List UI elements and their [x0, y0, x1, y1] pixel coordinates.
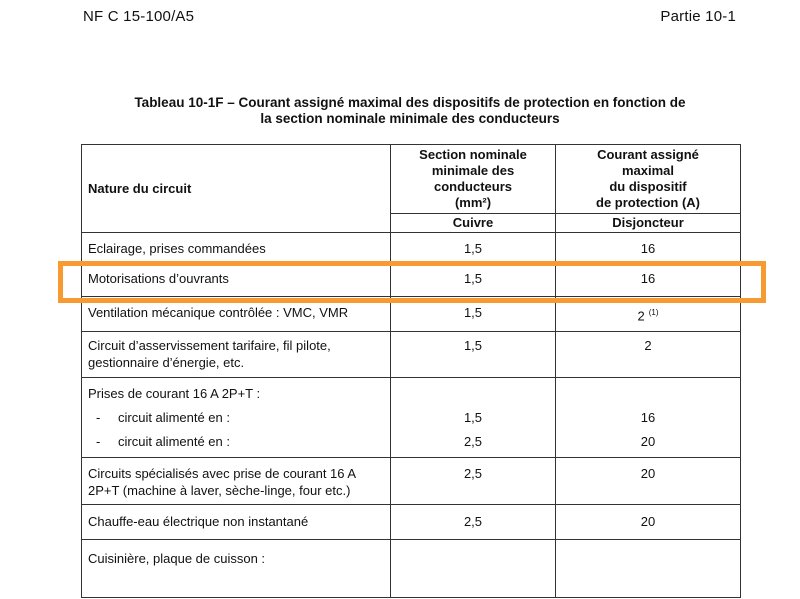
- header-current-line: Courant assigné: [597, 147, 699, 162]
- row-current-value: 2: [637, 308, 645, 324]
- sub-item-label: circuit alimenté en :: [118, 410, 230, 426]
- row-section: 1,5: [391, 297, 556, 332]
- row-current: 16: [556, 233, 741, 264]
- row-current: [556, 297, 741, 332]
- row-nature: Circuits spécialisés avec prise de courant 16 A 2P+T (machine à laver, sèche-linge, four etc.): [82, 458, 391, 505]
- sub-current: 20: [640, 434, 656, 450]
- table-row: [82, 505, 741, 540]
- header-nature: Nature du circuit: [82, 145, 391, 233]
- table-row: [82, 233, 741, 264]
- standard-reference: NF C 15-100/A5: [83, 8, 195, 25]
- header-current-line: du dispositif: [609, 179, 687, 194]
- sub-section: 1,5: [463, 410, 483, 426]
- dash-marker: -: [96, 410, 101, 426]
- row-nature: Circuit d’asservissement tarifaire, fil pilote, gestionnaire d’énergie, etc.: [82, 332, 391, 378]
- row-section: 2,5: [391, 505, 556, 540]
- header-material: Cuivre: [391, 214, 556, 233]
- header-section-line: conducteurs: [433, 179, 512, 194]
- sub-item: [88, 433, 384, 450]
- header-section-line: (mm²): [454, 195, 492, 210]
- table-title-line-1: Tableau 10-1F – Courant assigné maximal des dispositifs de protection en fonction de: [134, 95, 686, 110]
- sub-item: [88, 409, 384, 426]
- table-row: [82, 540, 741, 598]
- table-title: [60, 95, 760, 127]
- sub-current: 16: [640, 410, 656, 426]
- row-section: [391, 378, 556, 458]
- table-row: [82, 378, 741, 458]
- row-nature: Eclairage, prises commandées: [82, 233, 391, 264]
- row-section: 1,5: [391, 264, 556, 297]
- table-row: [82, 332, 741, 378]
- row-nature: [82, 378, 391, 458]
- sub-item-label: circuit alimenté en :: [118, 434, 230, 450]
- dash-marker: -: [96, 434, 101, 450]
- row-nature-heading: Prises de courant 16 A 2P+T :: [88, 386, 261, 402]
- table-row: [82, 297, 741, 332]
- protection-table: [81, 144, 741, 598]
- row-nature: Cuisinière, plaque de cuisson :: [82, 540, 391, 598]
- row-section: [391, 540, 556, 598]
- row-nature: Motorisations d’ouvrants: [82, 264, 391, 297]
- header-section-line: Section nominale: [419, 147, 527, 162]
- table-title-line-2: la section nominale minimale des conducteurs: [260, 111, 560, 126]
- table-row: [82, 458, 741, 505]
- table-row: [82, 264, 741, 297]
- row-section: 2,5: [391, 458, 556, 505]
- row-current: [556, 378, 741, 458]
- row-section: 1,5: [391, 233, 556, 264]
- header-current-line: de protection (A): [596, 195, 700, 210]
- header-section: [391, 145, 556, 214]
- sub-section: 2,5: [463, 434, 483, 450]
- header-device: Disjoncteur: [556, 214, 741, 233]
- row-nature: Chauffe-eau électrique non instantané: [82, 505, 391, 540]
- row-current: 2: [556, 332, 741, 378]
- row-nature: Ventilation mécanique contrôlée : VMC, VMR: [82, 297, 391, 332]
- row-section: 1,5: [391, 332, 556, 378]
- header-current-line: maximal: [621, 163, 675, 178]
- row-current: 20: [556, 505, 741, 540]
- footnote-ref: (1): [648, 308, 659, 317]
- header-current: [556, 145, 741, 214]
- header-section-line: minimale des: [431, 163, 515, 178]
- part-number: Partie 10-1: [660, 8, 736, 25]
- row-current: 20: [556, 458, 741, 505]
- row-current: 16: [556, 264, 741, 297]
- row-current: [556, 540, 741, 598]
